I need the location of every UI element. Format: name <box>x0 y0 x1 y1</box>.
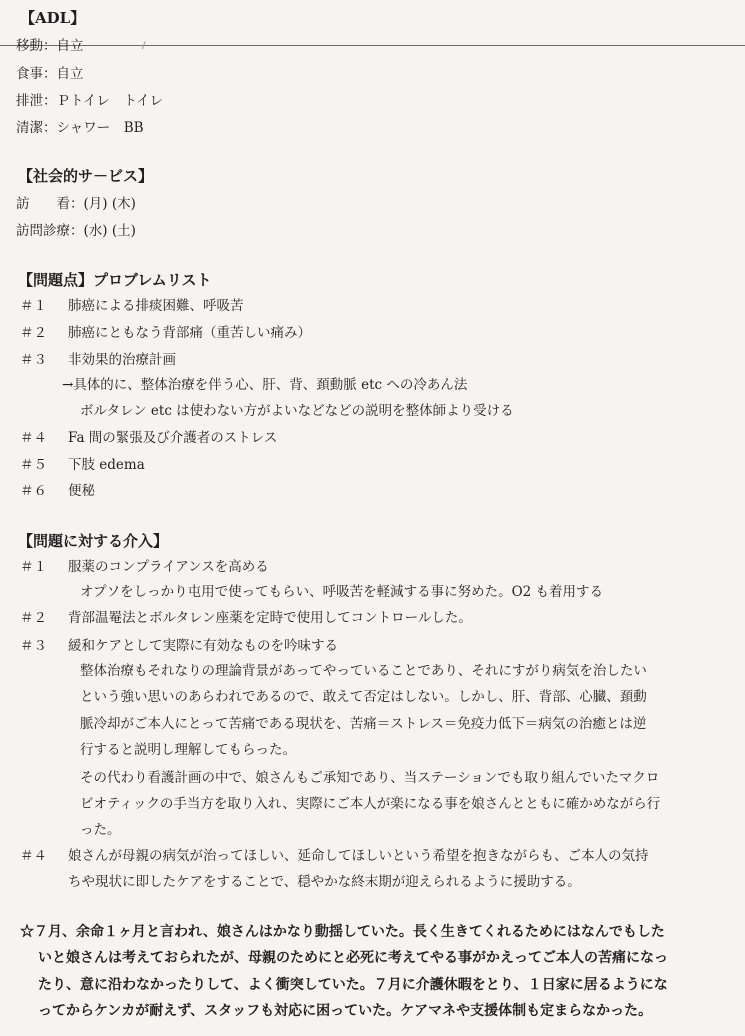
adl-meal: 食事：自立 <box>16 66 84 82</box>
intervention-number: ＃２ <box>20 610 47 626</box>
problem-item <box>20 481 95 501</box>
problem-item <box>20 428 277 448</box>
intervention-text: 背部温罨法とボルタレン座薬を定時で使用してコントロールした。 <box>68 610 472 626</box>
intervention-number: ＃４ <box>20 848 47 864</box>
interventions-heading: 【問題に対する介入】 <box>18 532 169 550</box>
problem-item <box>20 323 311 343</box>
intervention-item <box>20 557 269 577</box>
intervention-item <box>20 608 472 628</box>
intervention-3-line: その代わり看護計画の中で、娘さんもご承知であり、当ステーションでも取り組んでいたマクロ <box>80 770 660 786</box>
adl-move: 移動：自立 <box>16 38 84 54</box>
problem-text: 肺癌による排痰困難、呼吸苦 <box>68 298 244 314</box>
intervention-text: 服薬のコンプライアンスを高める <box>68 559 269 575</box>
problem-item <box>20 455 145 475</box>
pen-mark <box>142 41 149 50</box>
problem-number: ＃５ <box>20 457 47 473</box>
intervention-3-line: 行すると説明し理解してもらった。 <box>80 742 296 758</box>
adl-excretion: 排泄：Ｐトイレ トイレ <box>16 93 164 109</box>
intervention-number: ＃３ <box>20 638 47 654</box>
problem-item <box>20 350 176 370</box>
social-nursing: 訪 看：(月) (木) <box>16 196 136 212</box>
problem-number: ＃４ <box>20 430 47 446</box>
horizontal-rule <box>0 45 745 46</box>
problem-text: 肺癌にともなう背部痛（重苦しい痛み） <box>68 325 311 341</box>
problem-number: ＃６ <box>20 483 47 499</box>
problem-text: Fa 間の緊張及び介護者のストレス <box>68 430 278 446</box>
problem-3-detail-a: →具体的に、整体治療を伴う心、肝、背、頚動脈 etc への冷あん法 <box>62 377 468 393</box>
social-clinic: 訪問診療：(水) (土) <box>16 223 136 239</box>
note-line: ☆７月、余命１ヶ月と言われ、娘さんはかなり動揺していた。長く生きてくれるためにはなんでもした <box>20 924 665 940</box>
intervention-item <box>20 846 649 866</box>
intervention-3-line: った。 <box>80 822 121 838</box>
problem-text: 非効果的治療計画 <box>68 352 176 368</box>
note-line: ってからケンカが耐えず、スタッフも対応に困っていた。ケアマネや支援体制も定まらなかった。 <box>38 1003 653 1019</box>
adl-hygiene: 清潔：シャワー BB <box>16 120 144 136</box>
problem-number: ＃３ <box>20 352 47 368</box>
intervention-1-detail: オプソをしっかり屯用で使ってもらい、呼吸苦を軽減する事に努めた。O2 も着用する <box>80 584 604 600</box>
intervention-item <box>20 636 338 656</box>
note-line: いと娘さんは考えておられたが、母親のためにと必死に考えてやる事がかえってご本人の苦痛になっ <box>38 950 668 966</box>
problem-number: ＃１ <box>20 298 47 314</box>
social-heading: 【社会的サ－ビス】 <box>18 167 154 185</box>
adl-heading: 【ADL】 <box>20 9 86 27</box>
problem-text: 便秘 <box>68 483 95 499</box>
intervention-text: 娘さんが母親の病気が治ってほしい、延命してほしいという希望を抱きながらも、ご本人の気持 <box>68 848 649 864</box>
intervention-3-line: 整体治療もそれなりの理論背景があってやっていることであり、それにすがり病気を治したい <box>80 663 647 679</box>
intervention-text: 緩和ケアとして実際に有効なものを吟味する <box>68 638 338 654</box>
intervention-number: ＃１ <box>20 559 47 575</box>
problems-heading: 【問題点】プロブレムリスト <box>18 271 212 289</box>
intervention-3-line: という強い思いのあらわれであるので、敢えて否定はしない。しかし、肝、背部、心臓、頚動 <box>80 689 647 705</box>
problem-3-detail-b: ボルタレン etc は使わない方がよいなどなどの説明を整体師より受ける <box>80 403 514 419</box>
note-line: たり、意に沿わなかったりして、よく衝突していた。７月に介護休暇をとり、１日家に居るようにな <box>38 977 668 993</box>
intervention-3-line: ビオティックの手当方を取り入れ、実際にご本人が楽になる事を娘さんとともに確かめながら行 <box>80 796 661 812</box>
intervention-4-continued: ちや現状に即したケアをすることで、穏やかな終末期が迎えられるように援助する。 <box>68 874 581 890</box>
problem-item <box>20 296 244 316</box>
problem-number: ＃２ <box>20 325 47 341</box>
problem-text: 下肢 edema <box>68 457 145 473</box>
intervention-3-line: 脈冷却がご本人にとって苦痛である現状を、苦痛＝ストレス＝免疫力低下＝病気の治癒とは逆 <box>80 716 647 732</box>
